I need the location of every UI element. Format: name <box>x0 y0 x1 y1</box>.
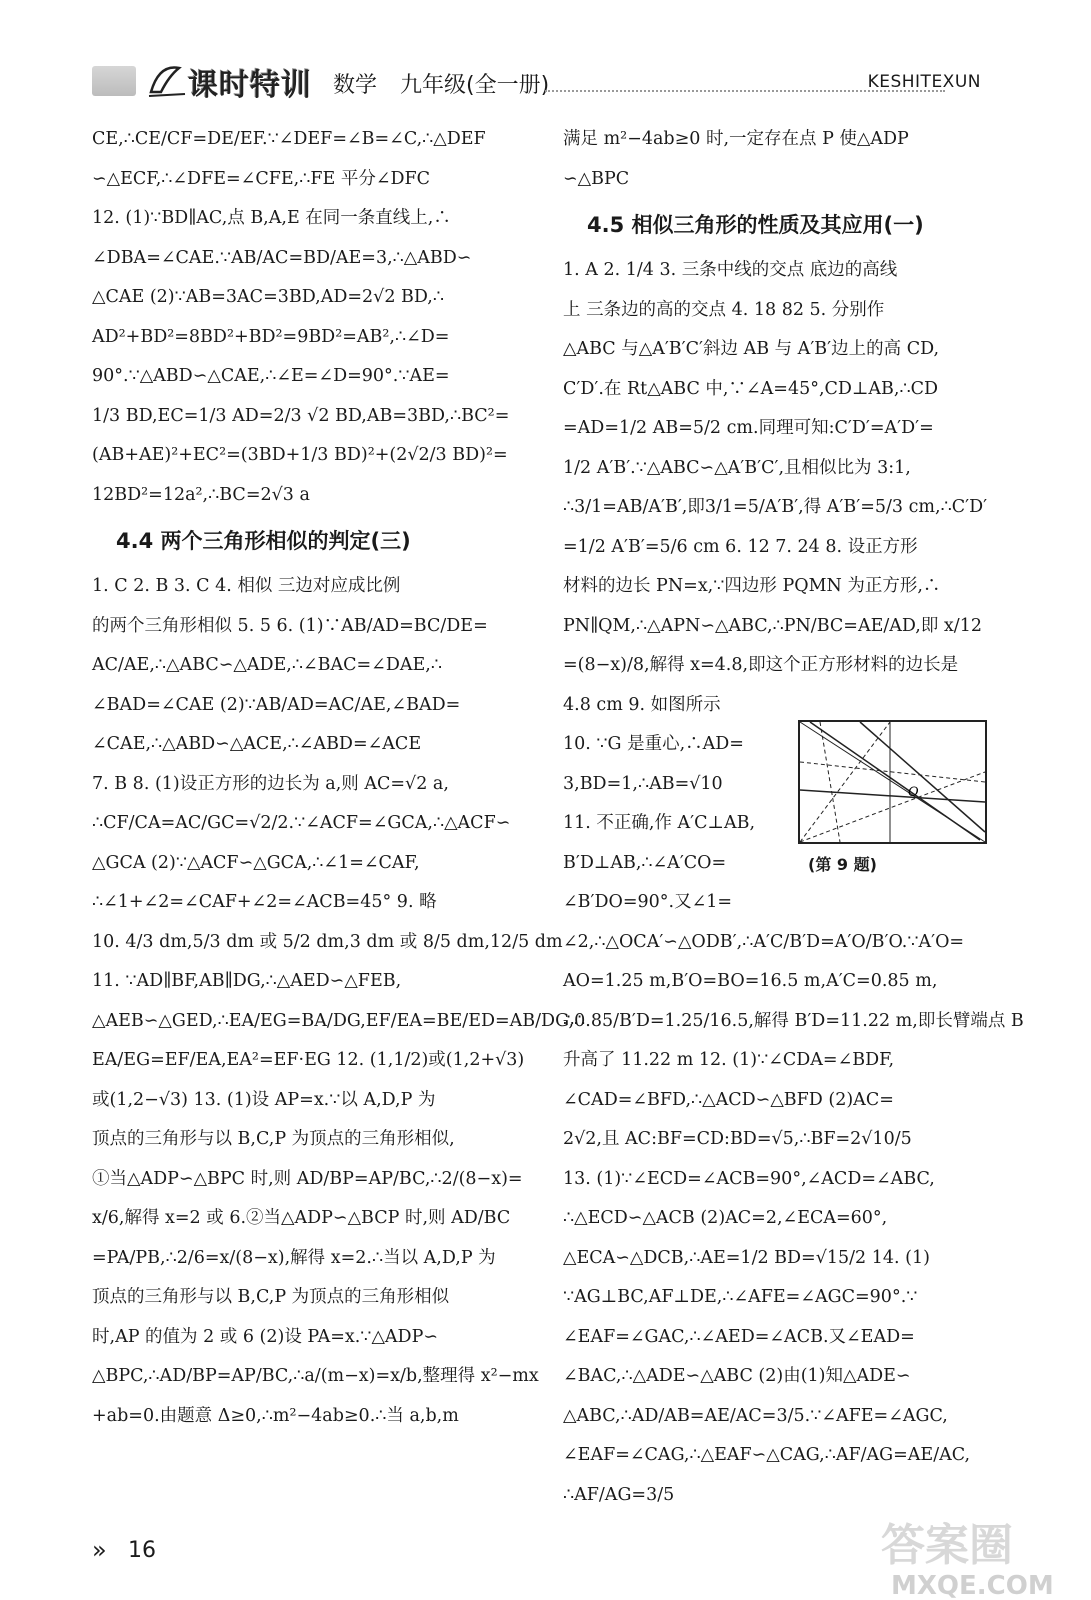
text-line: B′D⊥AB,∴∠A′CO= <box>563 852 727 873</box>
left-block-a <box>92 120 512 515</box>
text-line: 3,BD=1,∴AB=√10 <box>563 773 723 794</box>
figure-caption: (第 9 题) <box>808 855 877 874</box>
text-line: △AEB∽△GED,∴EA/EG=BA/DG,EF/EA=BE/ED=AB/DG,∴ <box>92 1010 586 1031</box>
text-line: 的两个三角形相似 5. 5 6. (1)∵AB/AD=BC/DE= <box>92 615 488 636</box>
text-line: 升高了 11.22 m 12. (1)∵∠CDA=∠BDF, <box>563 1050 895 1070</box>
text-line: ∠EAF=∠CAG,∴△EAF∽△CAG,∴AF/AG=AE/AC, <box>563 1445 971 1465</box>
figure-problem-9 <box>798 720 987 844</box>
brand-title: 课时特训 <box>188 68 312 103</box>
right-block-b <box>563 251 988 686</box>
text-line: 7. B 8. (1)设正方形的边长为 a,则 AC=√2 a, <box>92 773 449 794</box>
subject-label: 数学 <box>333 73 378 98</box>
text-line: 12BD²=12a²,∴BC=2√3 a <box>92 484 310 505</box>
grade-label: 九年级(全一册) <box>400 73 550 98</box>
page-number: 16 <box>128 1538 156 1563</box>
text-line: ∠B′DO=90°.又∠1= <box>563 892 733 912</box>
text-line: AD²+BD²=8BD²+BD²=9BD²=AB²,∴∠D= <box>92 326 450 347</box>
text-line: 4.8 cm 9. 如图所示 <box>563 694 721 715</box>
text-line: △ABC,∴AD/AB=AE/AC=3/5.∵∠AFE=∠AGC, <box>563 1405 948 1426</box>
text-line: 上 三条边的高的交点 4. 18 82 5. 分别作 <box>563 299 885 320</box>
text-line: AC/AE,∴△ABC∽△ADE,∴∠BAC=∠DAE,∴ <box>92 655 442 675</box>
text-line: AO=1.25 m,B′O=BO=16.5 m,A′C=0.85 m, <box>563 971 938 991</box>
section-title-4-5: 4.5 相似三角形的性质及其应用(一) <box>587 213 924 237</box>
text-line: CE,∴CE/CF=DE/EF.∵∠DEF=∠B=∠C,∴△DEF <box>92 129 486 149</box>
watermark-url: MXQE.COM <box>891 1571 1054 1600</box>
text-line: 1. A 2. 1/4 3. 三条中线的交点 底边的高线 <box>563 260 898 280</box>
text-line: △BPC,∴AD/BP=AP/BC,∴a/(m−x)=x/b,整理得 x²−mx <box>92 1366 539 1386</box>
text-line: 材料的边长 PN=x,∵四边形 PQMN 为正方形,∴ <box>563 576 941 596</box>
left-block-b <box>92 567 586 1436</box>
right-block-c <box>563 923 1024 1516</box>
text-line: ∠2,∴△OCA′∽△ODB′,∴A′C/B′D=A′O/B′O.∵A′O= <box>563 931 965 952</box>
text-line: △GCA (2)∵△ACF∽△GCA,∴∠1=∠CAF, <box>92 852 420 873</box>
text-line: C′D′.在 Rt△ABC 中,∵∠A=45°,CD⊥AB,∴CD <box>563 378 939 399</box>
text-line: 10. 4/3 dm,5/3 dm 或 5/2 dm,3 dm 或 8/5 dm,12/5 dm <box>92 931 563 952</box>
text-line: 13. (1)∵∠ECD=∠ACB=90°,∠ACD=∠ABC, <box>563 1168 935 1189</box>
text-line: 或(1,2−√3) 13. (1)设 AP=x.∵以 A,D,P 为 <box>92 1089 436 1110</box>
page-arrow-icon: » <box>92 1536 107 1564</box>
pen-logo-icon <box>145 58 189 102</box>
text-line: 2√2,且 AC:BF=CD:BD=√5,∴BF=2√10/5 <box>563 1129 912 1149</box>
text-line: ∠EAF=∠GAC,∴∠AED=∠ACB.又∠EAD= <box>563 1326 915 1347</box>
section-title-4-4: 4.4 两个三角形相似的判定(三) <box>116 529 411 553</box>
text-line: ∠CAE,∴△ABD∽△ACE,∴∠ABD=∠ACE <box>92 734 422 754</box>
text-line: ∴0.85/B′D=1.25/16.5,解得 B′D=11.22 m,即长臂端点 B <box>563 1010 1024 1031</box>
text-line: ∴∠1+∠2=∠CAF+∠2=∠ACB=45° 9. 略 <box>92 892 437 912</box>
text-line: ∴CF/CA=AC/GC=√2/2.∵∠ACF=∠GCA,∴△ACF∽ <box>92 813 511 833</box>
watermark-text: 答案圈 <box>881 1520 1013 1571</box>
text-line: ∴△ECD∽△ACB (2)AC=2,∠ECA=60°, <box>563 1208 888 1228</box>
text-line: ∵AG⊥BC,AF⊥DE,∴∠AFE=∠AGC=90°.∵ <box>563 1287 918 1307</box>
text-line: ∽△BPC <box>563 168 630 189</box>
text-line: 1/3 BD,EC=1/3 AD=2/3 √2 BD,AB=3BD,∴BC²= <box>92 405 510 426</box>
text-line: ∠BAD=∠CAE (2)∵AB/AD=AC/AE,∠BAD= <box>92 694 461 715</box>
text-line: =(8−x)/8,解得 x=4.8,即这个正方形材料的边长是 <box>563 655 959 675</box>
text-line: 12. (1)∵BD∥AC,点 B,A,E 在同一条直线上,∴ <box>92 208 451 228</box>
page-header <box>0 0 1091 110</box>
right-block-a <box>563 120 983 199</box>
text-line: ①当△ADP∽△BPC 时,则 AD/BP=AP/BC,∴2/(8−x)= <box>92 1168 523 1189</box>
text-line: 时,AP 的值为 2 或 6 (2)设 PA=x.∵△ADP∽ <box>92 1326 439 1347</box>
watermark-logo <box>851 1510 1091 1600</box>
text-line: =PA/PB,∴2/6=x/(8−x),解得 x=2.∴当以 A,D,P 为 <box>92 1247 496 1268</box>
text-line: =AD=1/2 AB=5/2 cm.同理可知:C′D′=A′D′= <box>563 418 934 438</box>
text-line: ∴3/1=AB/A′B′,即3/1=5/A′B′,得 A′B′=5/3 cm,∴C′D′ <box>563 497 988 517</box>
svg-text:O: O <box>908 785 919 800</box>
header-right-label: KESHITEXUN <box>867 72 981 92</box>
text-line: ∠CAD=∠BFD,∴△ACD∽△BFD (2)AC= <box>563 1089 894 1110</box>
text-line: ∴AF/AG=3/5 <box>563 1484 675 1505</box>
text-line: 1/2 A′B′.∵△ABC∽△A′B′C′,且相似比为 3:1, <box>563 457 911 478</box>
text-line: △CAE (2)∵AB=3AC=3BD,AD=2√2 BD,∴ <box>92 287 444 307</box>
text-line: 顶点的三角形与以 B,C,P 为顶点的三角形相似, <box>92 1129 455 1149</box>
text-line: ∽△ECF,∴∠DFE=∠CFE,∴FE 平分∠DFC <box>92 168 431 189</box>
text-line: x/6,解得 x=2 或 6.②当△ADP∽△BCP 时,则 AD/BC <box>92 1208 511 1228</box>
text-line: 11. ∵AD∥BF,AB∥DG,∴△AED∽△FEB, <box>92 971 402 991</box>
text-line: (AB+AE)²+EC²=(3BD+1/3 BD)²+(2√2/3 BD)²= <box>92 445 508 465</box>
text-line: 10. ∵G 是重心,∴AD= <box>563 734 744 754</box>
text-line: 1. C 2. B 3. C 4. 相似 三边对应成比例 <box>92 576 401 596</box>
text-line: ∠DBA=∠CAE.∵AB/AC=BD/AE=3,∴△ABD∽ <box>92 247 472 268</box>
left-column <box>92 120 586 1436</box>
text-line: △ABC 与△A′B′C′斜边 AB 与 A′B′边上的高 CD, <box>563 339 940 359</box>
text-line: PN∥QM,∴△APN∽△ABC,∴PN/BC=AE/AD,即 x/12 <box>563 615 982 636</box>
text-line: 顶点的三角形与以 B,C,P 为顶点的三角形相似 <box>92 1287 450 1307</box>
text-line: 11. 不正确,作 A′C⊥AB, <box>563 813 756 833</box>
header-gray-bar <box>92 66 136 96</box>
text-line: =1/2 A′B′=5/6 cm 6. 12 7. 24 8. 设正方形 <box>563 536 918 557</box>
text-line: △ECA∽△DCB,∴AE=1/2 BD=√15/2 14. (1) <box>563 1247 930 1268</box>
text-line: EA/EG=EF/EA,EA²=EF·EG 12. (1,1/2)或(1,2+√3) <box>92 1050 525 1070</box>
text-line: +ab=0.由题意 Δ≥0,∴m²−4ab≥0.∴当 a,b,m <box>92 1405 459 1426</box>
text-line: 90°.∵△ABD∽△CAE,∴∠E=∠D=90°.∵AE= <box>92 366 450 386</box>
text-line: 满足 m²−4ab≥0 时,一定存在点 P 使△ADP <box>563 129 909 149</box>
text-line: ∠BAC,∴△ADE∽△ABC (2)由(1)知△ADE∽ <box>563 1366 911 1386</box>
